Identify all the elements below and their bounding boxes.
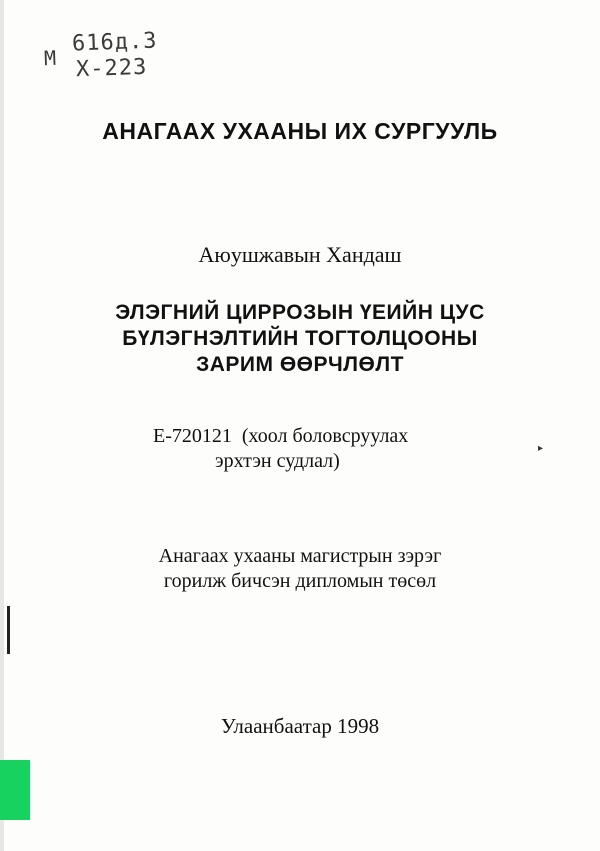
- author-name: Аюушжавын Хандаш: [198, 242, 402, 267]
- specialty-code: [153, 424, 408, 474]
- green-library-tab: [0, 760, 30, 820]
- title-line: ЗАРИМ ӨӨРЧЛӨЛТ: [196, 353, 404, 376]
- thesis-title: [0, 300, 600, 378]
- specialty-line: эрхтэн судлал): [215, 450, 340, 472]
- specialty-line: Е-720121 (хоол боловсруулах: [153, 425, 409, 447]
- handwritten-call-number: 616д.3: [71, 28, 158, 57]
- degree-statement: [0, 544, 600, 594]
- handwritten-letter: M: [43, 45, 58, 71]
- title-line: БҮЛЭГНЭЛТИЙН ТОГТОЛЦООНЫ: [122, 327, 478, 350]
- place-and-year: Улаанбаатар 1998: [220, 714, 380, 738]
- institution-name: АНАГААХ УХААНЫ ИХ СУРГУУЛЬ: [102, 118, 498, 144]
- handwritten-shelf-number: Х-223: [75, 54, 148, 83]
- scan-mark: [7, 606, 10, 654]
- degree-line: Анагаах ухааны магистрын зэрэг: [158, 545, 442, 567]
- degree-line: горилж бичсэн дипломын төсөл: [163, 570, 437, 592]
- tick-mark-icon: ▸: [538, 443, 544, 454]
- title-line: ЭЛЭГНИЙ ЦИРРОЗЫН ҮЕИЙН ЦУС: [115, 301, 485, 324]
